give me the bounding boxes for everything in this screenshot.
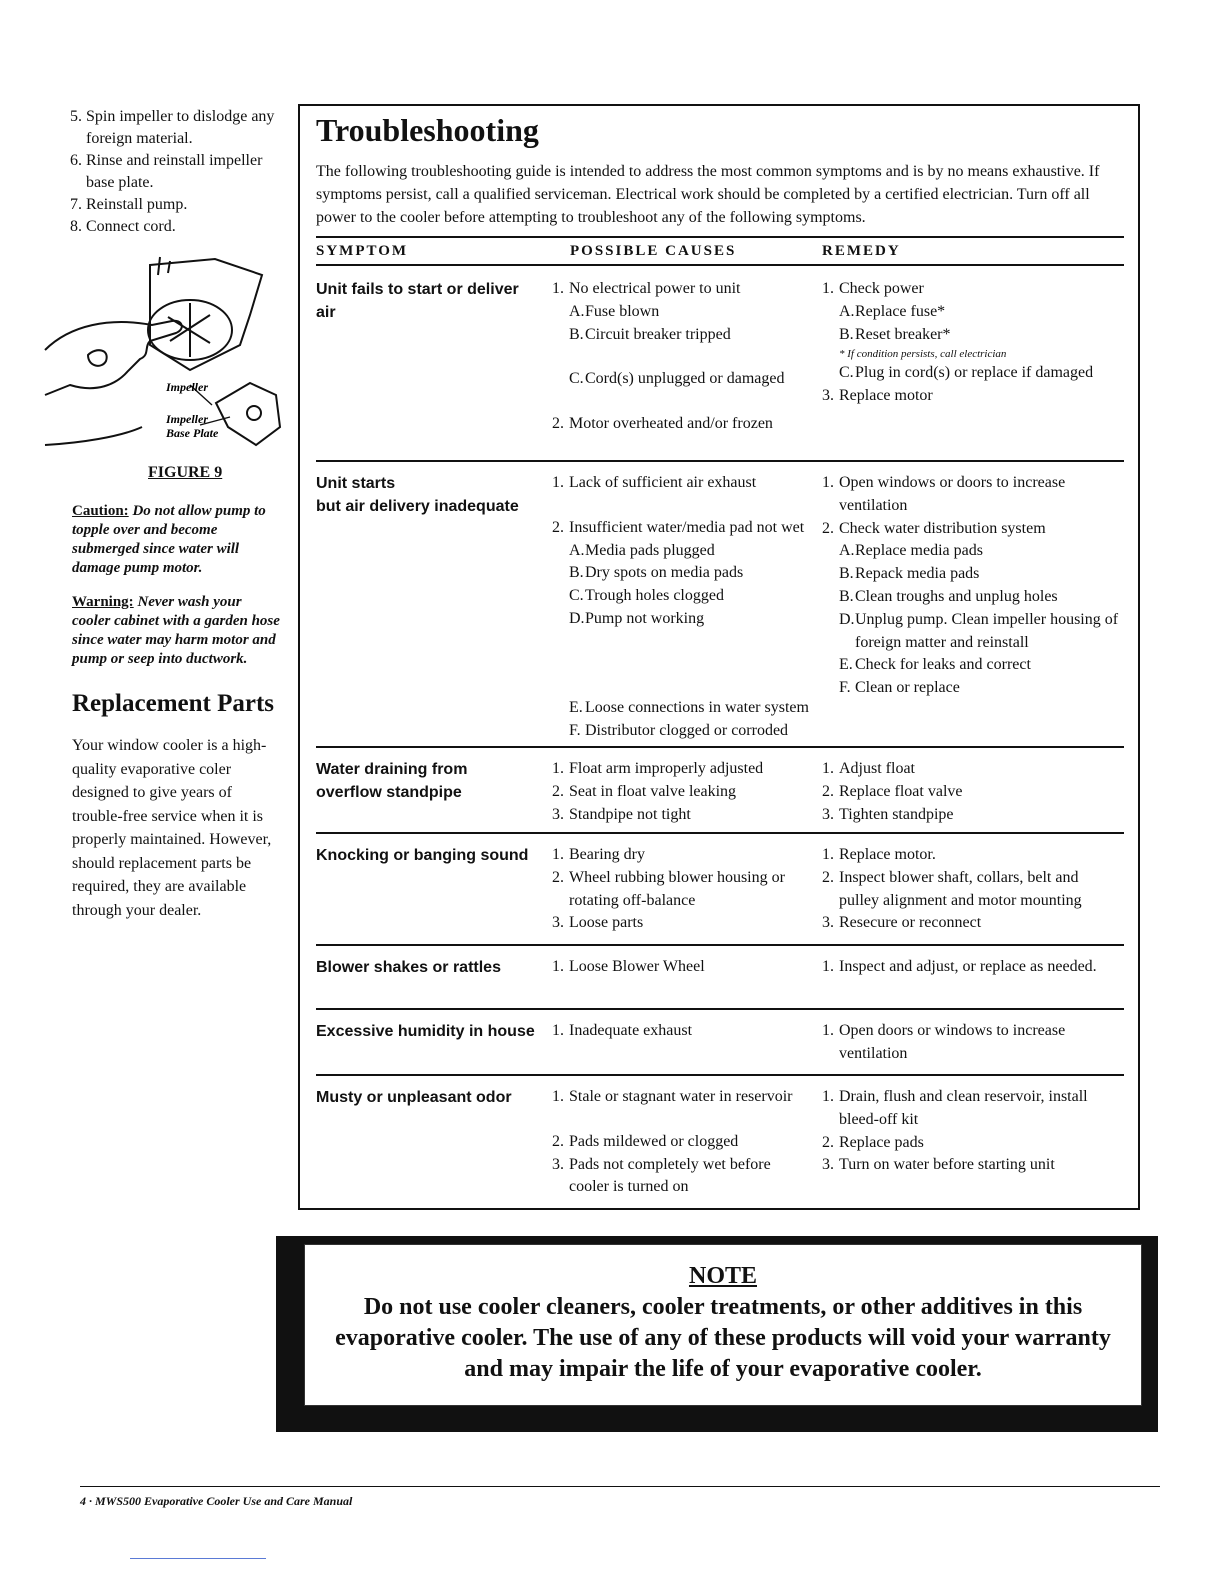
base-plate-label-line2: Base Plate: [166, 426, 219, 440]
item-number: 2.: [822, 868, 834, 886]
item-number: 2.: [552, 868, 564, 886]
item-text: Drain, flush and clean reservoir, install bleed-off kit: [839, 1088, 1088, 1128]
item-text: Adjust float: [839, 760, 915, 777]
item-number: B.: [569, 564, 584, 582]
spacer: [552, 675, 814, 697]
row-symptom: [316, 278, 541, 324]
table-row: [316, 832, 1124, 944]
list-item: [552, 562, 814, 585]
item-number: F.: [839, 679, 851, 697]
item-number: D.: [839, 610, 855, 628]
spacer: [552, 391, 814, 413]
item-text: Media pads plugged: [585, 541, 715, 559]
page-footer: 4 · MWS500 Evaporative Cooler Use and Care Manual: [80, 1494, 353, 1508]
item-text: Open windows or doors to increase ventilation: [839, 474, 1066, 514]
list-item: [822, 362, 1122, 385]
list-item: [822, 844, 1122, 867]
list-item: [552, 867, 814, 913]
list-item: [552, 720, 814, 743]
note-text: Do not use cooler cleaners, cooler treatments, or other additives in this evaporative cooler. The use of any of these products will void your warranty and may impair the life of your evaporative cooler.: [335, 1294, 1111, 1382]
item-text: Replace pads: [839, 1133, 924, 1151]
list-item: [822, 912, 1122, 935]
list-item: [552, 324, 814, 347]
row-remedy: [822, 956, 1122, 979]
item-number: A.: [569, 302, 585, 320]
row-causes: [552, 1086, 814, 1199]
item-number: 2.: [552, 1132, 564, 1150]
item-number: 3.: [822, 914, 834, 932]
item-number: 3.: [552, 1155, 564, 1173]
warning-text: Never wash your cooler cabinet with a garden hose since water may harm motor and pump or seep into ductwork.: [72, 594, 280, 667]
item-text: Replace float valve: [839, 782, 963, 800]
item-number: 2.: [822, 782, 834, 800]
table-row: [316, 944, 1124, 1008]
list-item: [552, 1131, 814, 1154]
item-text: Insufficient water/media pad not wet: [569, 518, 805, 536]
symptom-line: Knocking or banging sound: [316, 847, 529, 864]
item-text: Resecure or reconnect: [839, 914, 982, 932]
list-item: [822, 781, 1122, 804]
item-text: Open doors or windows to increase ventilation: [839, 1022, 1066, 1062]
list-item: [822, 385, 1122, 408]
note-title: NOTE: [688, 1263, 757, 1289]
symptom-line: but air delivery inadequate: [316, 498, 519, 515]
troubleshooting-intro: The following troubleshooting guide is intended to address the most common symptoms and is by no means exhaustive. If symptoms persist, call a qualified serviceman. Electrical work should be completed by a certified electrician. Turn off all power to the cooler before attempting to troubleshoot any of the following symptoms.: [316, 163, 1100, 226]
list-item: [552, 804, 814, 827]
list-item: [552, 278, 814, 301]
row-causes: [552, 844, 814, 935]
item-number: B.: [839, 325, 854, 343]
step-item: 6. Rinse and reinstall impeller base plate.: [70, 152, 263, 191]
replacement-parts-body: Your window cooler is a high-quality evaporative coler designed to give years of trouble-free service when it is properly maintained. However, should replacement parts be required, they are available through your dealer.: [72, 737, 272, 919]
list-item: [552, 1154, 814, 1200]
item-text: Unplug pump. Clean impeller housing of foreign matter and reinstall: [855, 610, 1119, 651]
list-item: [552, 608, 814, 631]
table-header: [316, 236, 1124, 266]
item-number: 1.: [552, 1022, 564, 1039]
pump-housing-shape: [150, 259, 262, 370]
maintenance-steps: [70, 106, 280, 238]
item-number: C.: [569, 370, 584, 388]
item-number: 2.: [552, 782, 564, 800]
list-item: [552, 697, 814, 720]
symptom-line: Blower shakes or rattles: [316, 959, 501, 976]
item-number: 1.: [822, 1088, 834, 1105]
item-number: A.: [569, 541, 585, 559]
item-number: 1.: [822, 1022, 834, 1039]
list-item: [552, 956, 814, 979]
bottom-rule: [130, 1558, 266, 1559]
item-text: No electrical power to unit: [569, 280, 741, 297]
row-causes: [552, 1020, 814, 1043]
item-text: Circuit breaker tripped: [585, 325, 731, 343]
list-item: [822, 609, 1122, 655]
item-text: Replace fuse*: [855, 302, 946, 320]
item-text: Lack of sufficient air exhaust: [569, 474, 757, 491]
item-number: A.: [839, 542, 855, 560]
table-row: [316, 1008, 1124, 1074]
item-number: 1.: [822, 958, 834, 975]
item-text: Dry spots on media pads: [585, 564, 744, 582]
item-text: Float arm improperly adjusted: [569, 760, 764, 777]
item-number: E.: [569, 698, 583, 716]
footer-rule: [80, 1486, 1160, 1487]
list-item: [822, 518, 1122, 541]
list-item: [822, 758, 1122, 781]
table-row: [316, 1074, 1124, 1204]
item-number: 1.: [552, 846, 564, 863]
item-text: Pads mildewed or clogged: [569, 1132, 739, 1150]
list-item: [552, 844, 814, 867]
item-text: Check power: [839, 280, 924, 297]
step-item: 8. Connect cord.: [70, 218, 176, 235]
item-text: Fuse blown: [585, 302, 660, 320]
item-number: 1.: [822, 474, 834, 491]
item-text: Check for leaks and correct: [855, 656, 1031, 674]
row-causes: [552, 956, 814, 979]
list-item: [822, 867, 1122, 913]
item-text: Replace media pads: [855, 542, 983, 560]
item-number: 3.: [822, 387, 834, 405]
header-possible-causes: POSSIBLE CAUSES: [570, 243, 737, 259]
header-symptom: SYMPTOM: [316, 243, 409, 259]
symptom-line: Musty or unpleasant odor: [316, 1089, 512, 1106]
table-row: [316, 746, 1124, 830]
item-text: Trough holes clogged: [585, 587, 724, 605]
item-text: Plug in cord(s) or replace if damaged: [855, 364, 1094, 382]
list-item: [822, 1020, 1122, 1066]
note-box: [304, 1244, 1142, 1406]
symptom-line: overflow standpipe: [316, 784, 462, 801]
table-row: [316, 268, 1124, 458]
replacement-parts-heading: Replacement Parts: [72, 690, 275, 717]
item-number: 1.: [552, 1088, 564, 1105]
item-number: 1.: [822, 846, 834, 863]
spacer: [552, 631, 814, 653]
base-plate-label-line1: Impeller: [166, 412, 208, 426]
list-item: [822, 1154, 1122, 1177]
item-text: Clean or replace: [855, 679, 960, 697]
item-text: Tighten standpipe: [839, 805, 954, 823]
list-item: [552, 301, 814, 324]
row-causes: [552, 472, 814, 742]
row-symptom: [316, 956, 541, 979]
list-item: [552, 517, 814, 540]
symptom-line: Excessive humidity in house: [316, 1023, 535, 1040]
item-number: 2.: [822, 519, 834, 537]
list-item: [822, 1132, 1122, 1155]
list-item: [822, 324, 1122, 347]
step-item: 7. Reinstall pump.: [70, 196, 188, 213]
row-symptom: [316, 472, 541, 518]
item-number: F.: [569, 721, 581, 739]
list-item: [822, 472, 1122, 518]
item-number: 2.: [552, 415, 564, 433]
item-text: Cord(s) unplugged or damaged: [585, 370, 785, 388]
troubleshooting-title: Troubleshooting: [316, 112, 539, 148]
thumb-shape: [88, 350, 107, 366]
list-item: [552, 781, 814, 804]
list-item: [552, 540, 814, 563]
list-item: [822, 804, 1122, 827]
item-text: Check water distribution system: [839, 519, 1046, 537]
row-remedy: [822, 1086, 1122, 1177]
header-remedy: REMEDY: [822, 243, 901, 259]
item-text: Distributor clogged or corroded: [585, 721, 789, 739]
item-number: 3.: [822, 805, 834, 823]
list-item: [552, 912, 814, 935]
impeller-vanes-shape: [168, 303, 210, 357]
list-item: [822, 563, 1122, 586]
list-item: [552, 1086, 814, 1109]
hand-shape: [45, 321, 182, 395]
step-item: 5. Spin impeller to dislodge any foreign material.: [70, 108, 275, 147]
item-number: C.: [569, 587, 584, 605]
row-symptom: [316, 758, 541, 804]
list-item: [552, 1020, 814, 1043]
item-number: 3.: [822, 1156, 834, 1174]
item-text: Repack media pads: [855, 565, 980, 583]
list-item: [822, 956, 1122, 979]
figure-caption: FIGURE 9: [148, 464, 223, 481]
item-text: Turn on water before starting unit: [839, 1156, 1055, 1174]
item-text: Standpipe not tight: [569, 805, 691, 823]
row-causes: [552, 278, 814, 436]
item-text: Inspect blower shaft, collars, belt and pulley alignment and motor mounting: [839, 868, 1082, 909]
item-text: Wheel rubbing blower housing or rotating off-balance: [569, 868, 785, 909]
list-item: [552, 472, 814, 495]
item-number: 1.: [552, 958, 564, 975]
caution-label: Caution:: [72, 503, 129, 519]
item-number: 1.: [552, 474, 564, 491]
item-number: 1.: [822, 760, 834, 777]
item-number: 2.: [822, 1133, 834, 1151]
item-text: Stale or stagnant water in reservoir: [569, 1088, 793, 1105]
item-text: Inspect and adjust, or replace as needed.: [839, 958, 1097, 975]
table-row: [316, 460, 1124, 746]
row-remedy: [822, 758, 1122, 826]
spacer: [552, 653, 814, 675]
list-item: [552, 413, 814, 436]
item-number: 1.: [822, 280, 834, 297]
list-item: [822, 540, 1122, 563]
arm-shape: [45, 427, 142, 445]
list-item: [552, 585, 814, 608]
list-item: [822, 586, 1122, 609]
warning-label: Warning:: [72, 594, 134, 610]
row-causes: [552, 758, 814, 826]
item-number: C.: [839, 364, 854, 382]
item-number: 3.: [552, 805, 564, 823]
item-number: 1.: [552, 760, 564, 777]
row-symptom: [316, 1086, 541, 1109]
item-text: Seat in float valve leaking: [569, 782, 737, 800]
list-item: [822, 654, 1122, 677]
footnote-text: * If condition persists, call electrician: [839, 348, 1007, 361]
spacer: [552, 1109, 814, 1131]
item-number: 1.: [552, 280, 564, 297]
item-number: E.: [839, 656, 853, 674]
item-number: D.: [569, 609, 585, 627]
item-number: B.: [839, 565, 854, 583]
item-number: B.: [569, 325, 584, 343]
item-text: Loose parts: [569, 914, 644, 932]
list-item: [552, 368, 814, 391]
item-number: 3.: [552, 914, 564, 932]
item-text: Loose connections in water system: [585, 698, 809, 716]
item-text: Motor overheated and/or frozen: [569, 415, 773, 433]
symptom-line: Unit fails to start or deliver air: [316, 281, 519, 321]
impeller-illustration: [40, 255, 290, 455]
row-remedy: [822, 278, 1122, 408]
symptom-line: Unit starts: [316, 475, 396, 492]
item-text: Bearing dry: [569, 846, 645, 863]
item-text: Inadequate exhaust: [569, 1022, 693, 1039]
item-text: Pump not working: [585, 609, 705, 627]
item-number: 2.: [552, 518, 564, 536]
row-remedy: [822, 844, 1122, 935]
caution-note: [72, 502, 282, 578]
list-item: [822, 677, 1122, 700]
list-item: [822, 278, 1122, 301]
item-text: Reset breaker*: [855, 325, 951, 343]
row-symptom: [316, 844, 541, 867]
row-remedy: [822, 472, 1122, 700]
row-remedy: [822, 1020, 1122, 1066]
item-text: Clean troughs and unplug holes: [855, 587, 1058, 605]
list-item: [822, 1086, 1122, 1132]
warning-note: [72, 593, 282, 669]
item-text: Pads not completely wet before cooler is turned on: [569, 1155, 771, 1196]
item-number: B.: [839, 587, 854, 605]
impeller-label: Impeller: [166, 380, 208, 394]
list-item: [552, 758, 814, 781]
list-item: [822, 301, 1122, 324]
item-text: Replace motor: [839, 387, 933, 405]
caution-text: Do not allow pump to topple over and become submerged since water will damage pump motor.: [72, 503, 266, 576]
spacer: [552, 346, 814, 368]
base-plate-hole-shape: [247, 406, 261, 420]
item-text: Loose Blower Wheel: [569, 958, 705, 975]
symptom-line: Water draining from: [316, 761, 468, 778]
item-text: Replace motor.: [839, 846, 936, 863]
row-symptom: [316, 1020, 541, 1043]
pump-cord-shape: [158, 257, 170, 275]
item-number: A.: [839, 302, 855, 320]
spacer: [552, 495, 814, 517]
